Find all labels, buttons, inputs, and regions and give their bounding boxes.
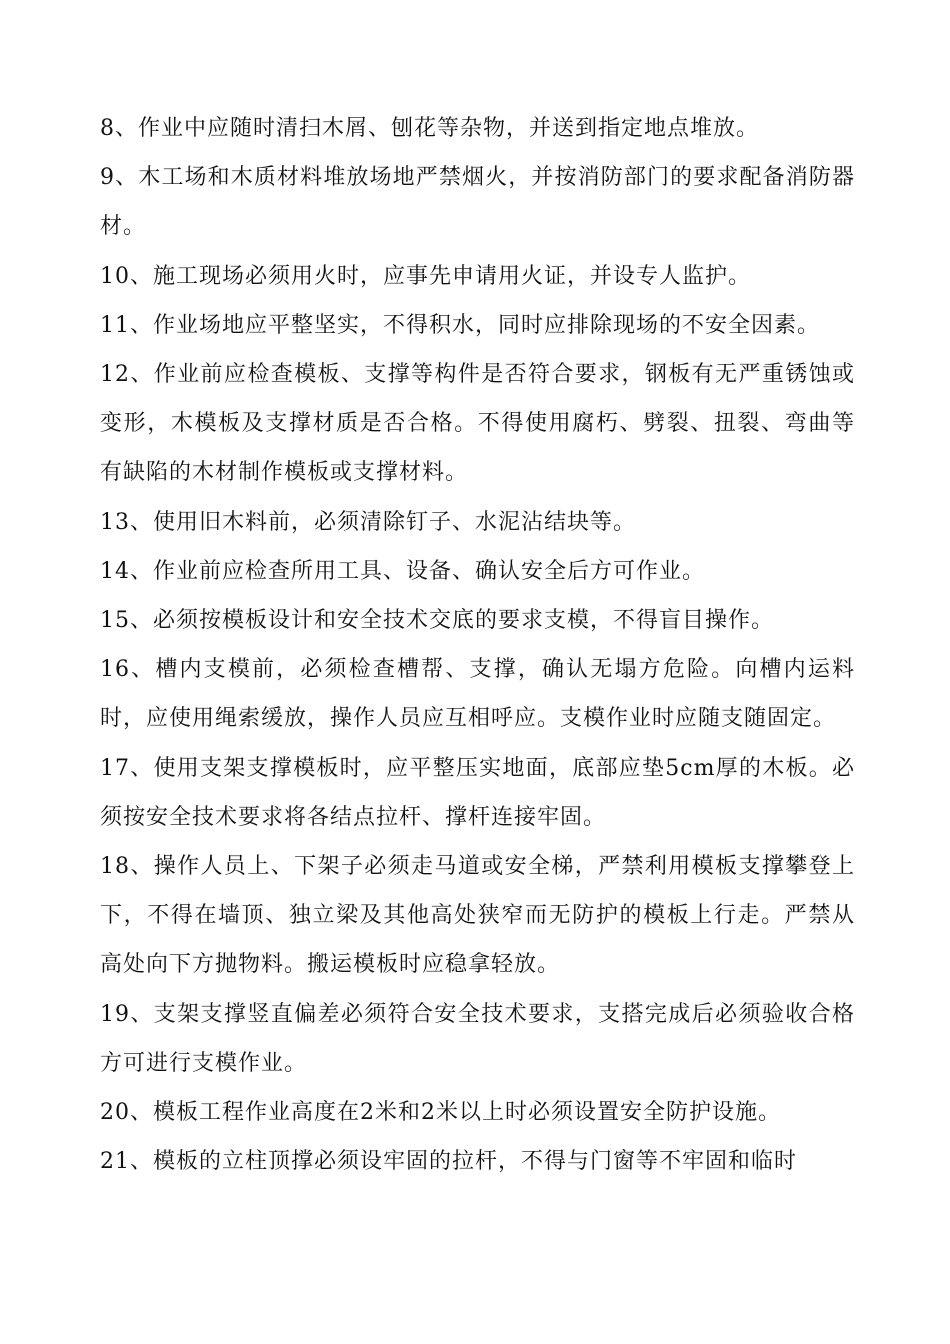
paragraph-item-18: 18、操作人员上、下架子必须走马道或安全梯，严禁利用模板支撑攀登上下，不得在墙顶、独立梁及其他高处狭窄而无防护的模板上行走。严禁从高处向下方抛物料。搬运模板时应稳拿轻放。 <box>100 854 855 978</box>
paragraph-item-14: 14、作业前应检查所用工具、设备、确认安全后方可作业。 <box>100 558 705 584</box>
paragraph-item-15: 15、必须按模板设计和安全技术交底的要求支模，不得盲目操作。 <box>100 608 774 634</box>
paragraph-item-20: 20、模板工程作业高度在2米和2米以上时必须设置安全防护设施。 <box>100 1100 781 1126</box>
paragraph-item-13: 13、使用旧木料前，必须清除钉子、水泥沾结块等。 <box>100 509 636 535</box>
paragraph-item-16: 16、槽内支模前，必须检查槽帮、支撑，确认无塌方危险。向槽内运料时，应使用绳索缓放，操作人员应互相呼应。支模作业时应随支随固定。 <box>100 657 855 732</box>
paragraph-item-11: 11、作业场地应平整坚实，不得积水，同时应排除现场的不安全因素。 <box>100 312 820 338</box>
paragraph-item-9: 9、木工场和木质材料堆放场地严禁烟火，并按消防部门的要求配备消防器材。 <box>100 165 855 240</box>
document-body <box>100 104 855 1186</box>
paragraph-item-17: 17、使用支架支撑模板时，应平整压实地面，底部应垫5cm厚的木板。必须按安全技术要求将各结点拉杆、撑杆连接牢固。 <box>100 755 855 830</box>
paragraph-item-19: 19、支架支撑竖直偏差必须符合安全技术要求，支搭完成后必须验收合格方可进行支模作业。 <box>100 1001 855 1076</box>
paragraph-item-8: 8、作业中应随时清扫木屑、刨花等杂物，并送到指定地点堆放。 <box>100 116 759 141</box>
paragraph-item-10: 10、施工现场必须用火时，应事先申请用火证，并设专人监护。 <box>100 263 751 289</box>
paragraph-item-21: 21、模板的立柱顶撑必须设牢固的拉杆，不得与门窗等不牢固和临时 <box>100 1149 797 1175</box>
paragraph-item-12: 12、作业前应检查模板、支撑等构件是否符合要求，钢板有无严重锈蚀或变形，木模板及支撑材质是否合格。不得使用腐朽、劈裂、扭裂、弯曲等有缺陷的木材制作模板或支撑材料。 <box>100 362 855 486</box>
